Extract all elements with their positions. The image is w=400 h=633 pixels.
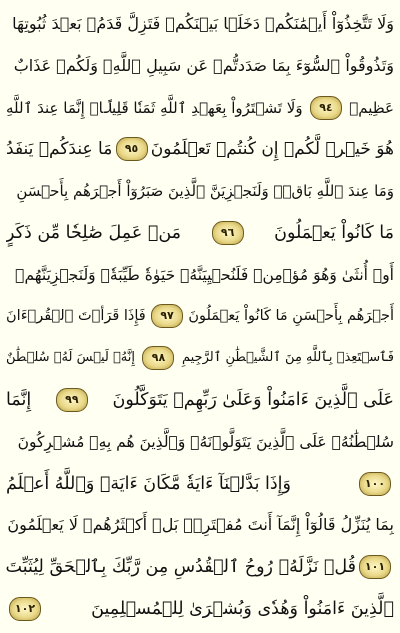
verse-text: مَا عِندَكُمۡ يَنفَدُ bbox=[6, 139, 113, 160]
verse-lines bbox=[6, 4, 394, 629]
ayah-number-marker: ٩٩ bbox=[56, 388, 88, 412]
ayah-number-marker: ٩٦ bbox=[212, 221, 244, 245]
verse-text: فَٱسۡتَعِذۡ بِٱللَّهِ مِنَ ٱلشَّيۡطَٰنِ ٱلرَّجِيمِ bbox=[181, 350, 394, 366]
ayah-number-marker: ١٠٠ bbox=[359, 472, 391, 496]
verse-text: هُوَ خَيۡرٞ لَّكُمۡ إِن كُنتُمۡ تَعۡلَمُونَ bbox=[150, 139, 394, 160]
verse-text: عَظِيمٞ bbox=[349, 98, 394, 117]
text-line bbox=[6, 255, 394, 295]
text-line bbox=[6, 547, 394, 587]
text-line bbox=[6, 88, 394, 128]
ayah-number-marker: ٩٤ bbox=[310, 96, 342, 120]
text-line bbox=[6, 4, 394, 44]
verse-text: وَمَا عِندَ ٱللَّهِ بَاقٖۗ وَلَنَجۡزِيَنَّ ٱلَّذِينَ صَبَرُوٓاْ أَجۡرَهُم بِأَحۡسَنِ bbox=[16, 182, 394, 201]
text-line bbox=[6, 46, 394, 86]
verse-text: وَلَا تَشۡتَرُواْ بِعَهۡدِ ٱللَّهِ ثَمَنٗا قَلِيلًاۚ إِنَّمَا عِندَ ٱللَّهِ bbox=[6, 98, 303, 117]
ayah-number-marker: ٩٧ bbox=[151, 304, 183, 328]
text-line bbox=[6, 213, 394, 253]
verse-text: سُلۡطَٰنُهُۥ عَلَى ٱلَّذِينَ يَتَوَلَّوۡنَهُۥ وَٱلَّذِينَ هُم بِهِۦ مُشۡرِكُونَ bbox=[17, 432, 394, 451]
verse-text: وَتَذُوقُواْ ٱلسُّوٓءَ بِمَا صَدَدتُّمۡ عَن سَبِيلِ ٱللَّهِۖ وَلَكُمۡ عَذَابٌ bbox=[13, 55, 394, 75]
text-line bbox=[6, 505, 394, 545]
verse-text: قُلۡ نَزَّلَهُۥ رُوحُ ٱلۡقُدُسِ مِن رَّبِّكَ بِٱلۡحَقِّ لِيُثَبِّتَ bbox=[6, 557, 356, 578]
verse-text: أَوۡ أُنثَىٰ وَهُوَ مُؤۡمِنٞ فَلَنُحۡيِيَنَّهُۥ حَيَوٰةٗ طَيِّبَةٗۖ وَلَنَجۡزِيَنَّهُمۡ bbox=[15, 265, 394, 284]
text-line bbox=[6, 589, 394, 629]
text-line bbox=[6, 338, 394, 378]
verse-text: وَلَا تَتَّخِذُوٓاْ أَيۡمَٰنَكُمۡ دَخَلَۢا بَيۡنَكُمۡ فَتَزِلَّ قَدَمُۢ بَعۡدَ ثُبُوتِهَا bbox=[12, 14, 394, 33]
text-line bbox=[6, 380, 394, 420]
verse-text: مَا كَانُواْ يَعۡمَلُونَ bbox=[274, 222, 394, 243]
text-line bbox=[6, 171, 394, 211]
verse-text: إِنَّمَا bbox=[6, 390, 32, 411]
verse-text: ٱلَّذِينَ ءَامَنُواْ وَهُدٗى وَبُشۡرَىٰ لِلۡمُسۡلِمِينَ bbox=[91, 598, 394, 619]
ayah-number-marker: ٩٥ bbox=[116, 137, 148, 161]
verse-text: بِمَا يُنَزِّلُ قَالُوٓاْ إِنَّمَآ أَنتَ مُفۡتَرِۭۚ بَلۡ أَكۡثَرُهُمۡ لَا يَعۡلَمُونَ bbox=[7, 515, 394, 535]
verse-text: وَإِذَا بَدَّلۡنَآ ءَايَةٗ مَّكَانَ ءَايَةٖ وَٱللَّهُ أَعۡلَمُ bbox=[6, 473, 291, 494]
verse-text: فَإِذَا قَرَأۡتَ ٱلۡقُرۡءَانَ bbox=[6, 308, 146, 325]
verse-text: عَلَى ٱلَّذِينَ ءَامَنُواْ وَعَلَىٰ رَبِّهِمۡ يَتَوَكَّلُونَ bbox=[112, 390, 394, 411]
text-line bbox=[6, 464, 394, 504]
ayah-number-marker: ٩٨ bbox=[142, 346, 174, 370]
verse-text: إِنَّهُۥ لَيۡسَ لَهُۥ سُلۡطَٰنٌ bbox=[6, 350, 135, 366]
text-line bbox=[6, 296, 394, 336]
ayah-number-marker: ١٠٢ bbox=[9, 597, 41, 621]
verse-text: أَجۡرَهُم بِأَحۡسَنِ مَا كَانُواْ يَعۡمَلُونَ bbox=[188, 308, 394, 325]
verse-text: مَنۡ عَمِلَ صَٰلِحٗا مِّن ذَكَرٍ bbox=[6, 222, 182, 243]
text-line bbox=[6, 129, 394, 169]
ayah-number-marker: ١٠١ bbox=[359, 555, 391, 579]
text-line bbox=[6, 422, 394, 462]
